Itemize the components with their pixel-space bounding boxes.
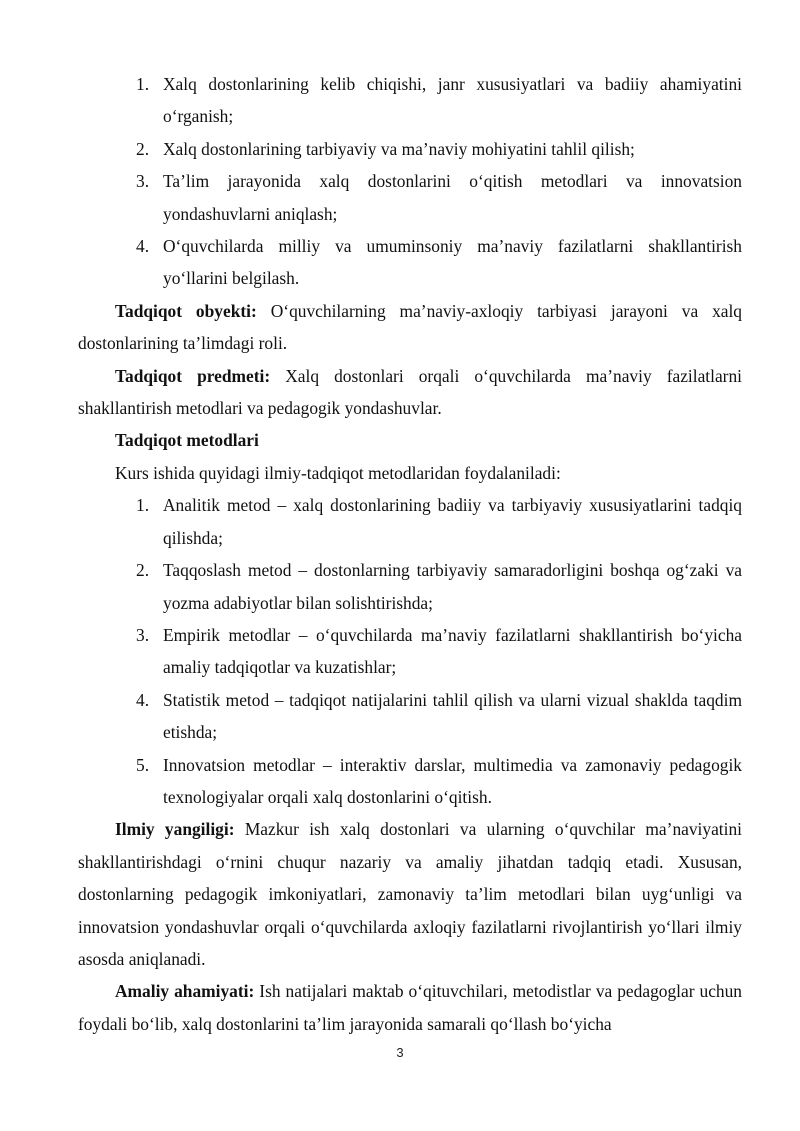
list-item: [78, 684, 742, 749]
list-text: Xalq dostonlarining kelib chiqishi, janr xususiyatlari va badiiy ahamiyatini o‘rganish;: [163, 74, 742, 127]
objectives-list: [78, 68, 742, 295]
list-text: Innovatsion metodlar – interaktiv darslar, multimedia va zamonaviy pedagogik texnologiyalar orqali xalq dostonlarini o‘qitish.: [163, 754, 742, 807]
document-page: [78, 68, 742, 1040]
research-subject-text: Xalq dostonlari orqali o‘quvchilarda ma’naviy fazilatlarni shakllantirish metodlari va pedagogik yondashuvlar.: [78, 365, 743, 419]
scientific-novelty-label: Ilmiy yangiligi:: [115, 819, 235, 840]
list-text: Taqqoslash metod – dostonlarning tarbiyaviy samaradorligini boshqa og‘zaki va yozma adabiyotlar bilan solishtirishda;: [163, 560, 742, 613]
methods-intro: Kurs ishida quyidagi ilmiy-tadqiqot metodlaridan foydalaniladi:: [115, 462, 561, 483]
list-text: O‘quvchilarda milliy va umuminsoniy ma’naviy fazilatlarni shakllantirish yo‘llarini belgilash.: [163, 236, 742, 289]
list-item: [78, 133, 742, 165]
list-number: 4.: [136, 236, 150, 257]
research-object-paragraph: [78, 295, 742, 360]
list-number: 1.: [136, 74, 150, 94]
list-number: 3.: [136, 171, 150, 192]
list-item: [78, 489, 742, 554]
research-object-label: Tadqiqot obyekti:: [115, 300, 257, 321]
research-subject-label: Tadqiqot predmeti:: [115, 365, 271, 386]
list-text: Analitik metod – xalq dostonlarining badiiy va tarbiyaviy xususiyatlarini tadqiq qilishda;: [163, 495, 742, 548]
list-number: 4.: [136, 689, 150, 710]
scientific-novelty-text: Mazkur ish xalq dostonlari va ularning o‘quvchilar ma’naviyatini shakllantirishdagi o‘rnini chuqur nazariy va amaliy jihatdan tadqiq etadi. Xususan, dostonlarning pedagogik imkoniyatlari, zamonaviy ta’lim metodlari bilan uyg‘unligi va innovatsion yondashuvlar orqali o‘quvchilarda axloqiy fazilatlarni rivojlantirish yo‘llari ilmiy asosda aniqlanadi.: [78, 819, 742, 969]
list-item: [78, 230, 742, 295]
list-text: Ta’lim jarayonida xalq dostonlarini o‘qitish metodlari va innovatsion yondashuvlarni aniqlash;: [163, 171, 742, 224]
list-item: [78, 554, 742, 619]
list-number: 5.: [136, 754, 150, 775]
scientific-novelty-paragraph: [78, 813, 742, 975]
list-item: [78, 68, 742, 133]
page-number: 3: [396, 1045, 404, 1060]
list-number: 2.: [136, 138, 150, 159]
list-number: 1.: [136, 495, 150, 516]
practical-significance-label: Amaliy ahamiyati:: [115, 981, 255, 1002]
research-subject-paragraph: [78, 360, 742, 425]
practical-significance-paragraph: [78, 975, 742, 1040]
research-object-text: O‘quvchilarning ma’naviy-axloqiy tarbiyasi jarayoni va xalq dostonlarining ta’limdagi roli.: [78, 300, 743, 354]
methods-list: [78, 489, 742, 813]
methods-heading-text: Tadqiqot metodlari: [115, 430, 259, 451]
list-item: [78, 619, 742, 684]
list-number: 2.: [136, 560, 150, 581]
list-text: Statistik metod – tadqiqot natijalarini tahlil qilish va ularni vizual shaklda taqdim etishda;: [163, 689, 742, 743]
list-text: Xalq dostonlarining tarbiyaviy va ma’naviy mohiyatini tahlil qilish;: [163, 138, 635, 159]
list-text: Empirik metodlar – o‘quvchilarda ma’naviy fazilatlarni shakllantirish bo‘yicha amaliy tadqiqotlar va kuzatishlar;: [163, 624, 742, 678]
list-item: [78, 165, 742, 230]
list-number: 3.: [136, 624, 150, 645]
list-item: [78, 749, 742, 814]
practical-significance-text: Ish natijalari maktab o‘qituvchilari, metodistlar va pedagoglar uchun foydali bo‘lib, xalq dostonlarini ta’lim jarayonida samarali qo‘llash bo‘yicha: [78, 981, 742, 1034]
methods-heading: [78, 424, 742, 456]
